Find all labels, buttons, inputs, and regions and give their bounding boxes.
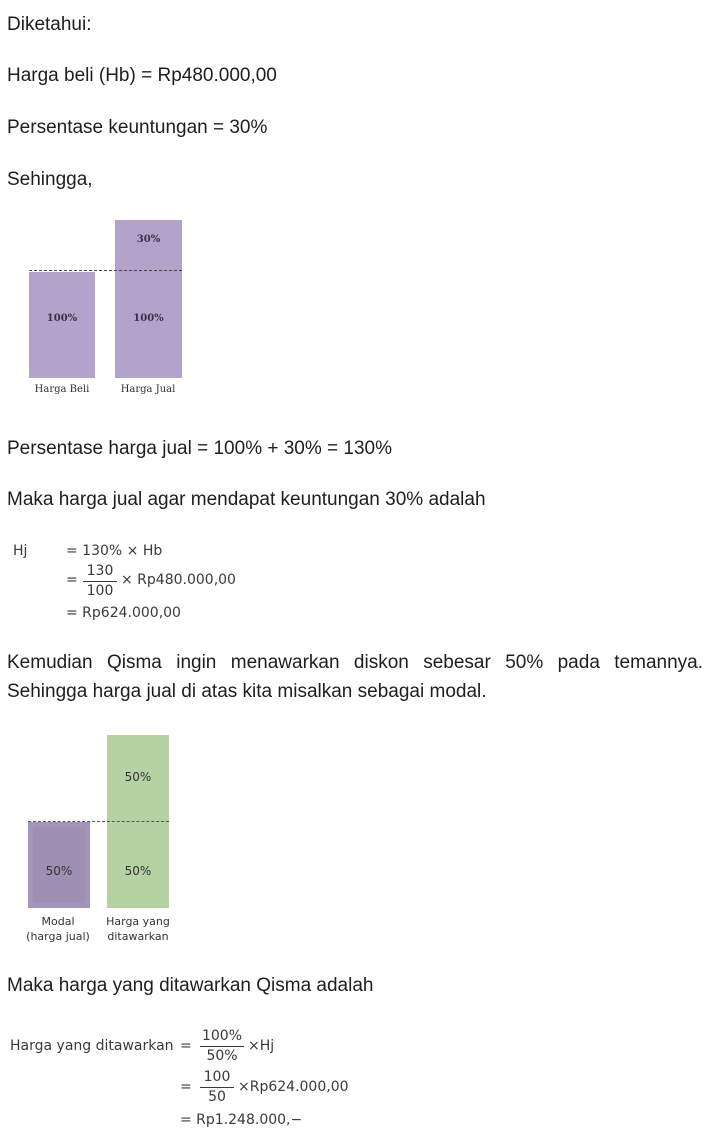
calc1-line2-rest: × Rp480.000,00 [121,572,236,588]
calc1-line1: = 130% × Hb [66,543,163,559]
offer-intro-line: Maka harga yang ditawarkan Qisma adalah [7,975,374,996]
calc1-frac-num: 130 [83,563,117,582]
caption-harga-beli: Harga Beli [34,384,90,395]
calc2-eq1: = [180,1038,192,1054]
calc1-fraction [83,563,117,600]
caption-modal-line2: (harga jual) [26,930,90,943]
calc2-frac2-num: 100 [200,1069,234,1088]
diagram-modal-offer [0,730,200,950]
bar-offer-top-label: 50% [124,770,152,784]
buy-price-line: Harga beli (Hb) = Rp480.000,00 [7,65,277,86]
bar-offer-bottom-label: 50% [124,864,152,878]
discount-line-1: Kemudian Qisma ingin menawarkan diskon sebesar 50% pada temannya. [7,652,703,673]
calc1-lhs: Hj [13,543,28,559]
calc-offer-price [0,1020,400,1135]
bar-modal-label: 50% [45,864,73,878]
caption-offer [98,914,178,944]
calc1-line3: = Rp624.000,00 [66,605,181,621]
calc2-frac1-den: 50% [206,1048,238,1064]
calc1-eq2: = [66,572,78,588]
bar-harga-beli [29,272,95,378]
calc-selling-price [0,535,300,625]
so-line: Sehingga, [7,169,93,190]
dashed-line [29,270,182,271]
profit-percentage-line: Persentase keuntungan = 30% [7,117,268,138]
bar-harga-jual-top-label: 30% [136,234,161,245]
calc2-line2-rest: ×Rp624.000,00 [238,1079,349,1095]
diagram-buy-sell [0,215,200,405]
caption-modal-line1: Modal [41,915,75,928]
caption-offer-line1: Harga yang [106,915,170,928]
calc2-line1-rest: ×Hj [248,1038,275,1054]
caption-offer-line2: ditawarkan [107,930,169,943]
calc2-fraction-2 [200,1069,234,1106]
calc2-frac1-num: 100% [200,1028,244,1047]
calc2-eq2: = [180,1079,192,1095]
calc2-fraction-1 [200,1028,244,1065]
calc2-line3: = Rp1.248.000,− [180,1112,303,1128]
calc2-lhs: Harga yang ditawarkan [10,1038,174,1054]
caption-harga-jual: Harga Jual [120,384,176,395]
sell-percentage-line: Persentase harga jual = 100% + 30% = 130% [7,438,393,459]
calc1-frac-den: 100 [86,583,114,599]
caption-modal [18,914,98,944]
sell-intro-line: Maka harga jual agar mendapat keuntungan 30% adalah [7,489,486,510]
dashed-line-2 [28,821,169,822]
discount-line-2: Sehingga harga jual di atas kita misalkan sebagai modal. [7,681,487,702]
calc2-frac2-den: 50 [208,1089,226,1105]
bar-harga-jual-bottom-label: 100% [133,313,164,324]
known-heading: Diketahui: [7,14,92,35]
bar-harga-beli-label: 100% [46,313,78,324]
